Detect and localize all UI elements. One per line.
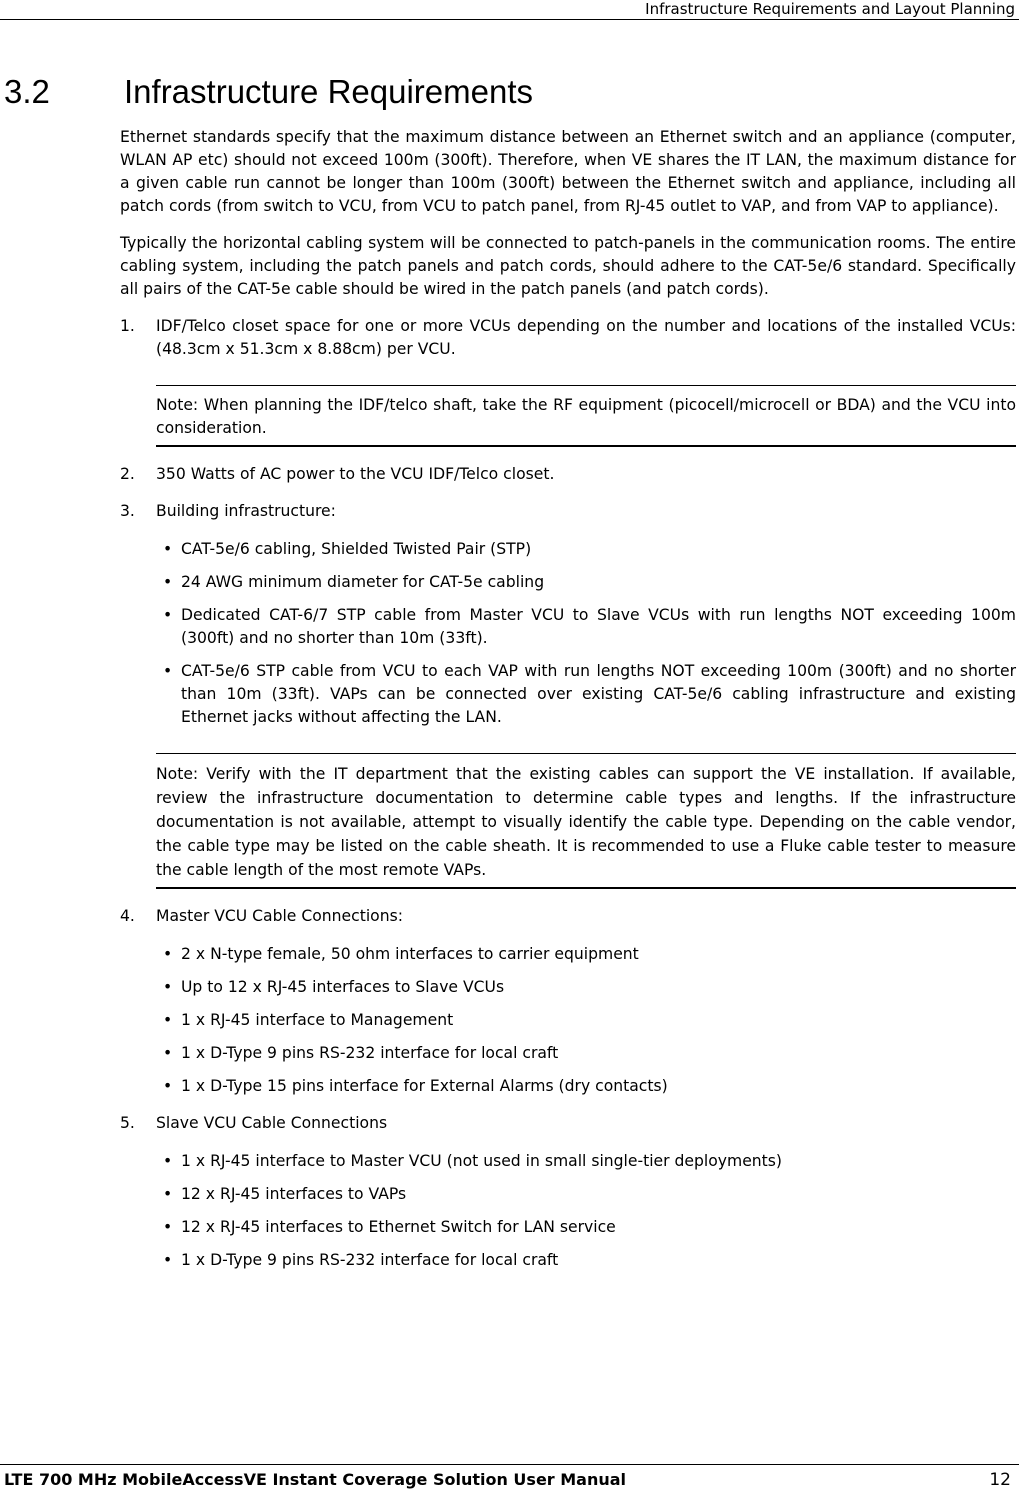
- header-title: Infrastructure Requirements and Layout Planning: [645, 0, 1015, 18]
- bullet-text: 12 x RJ-45 interfaces to Ethernet Switch for LAN service: [181, 1218, 616, 1236]
- section-number: 3.2: [4, 73, 50, 110]
- bullet-text: CAT-5e/6 cabling, Shielded Twisted Pair (STP): [181, 540, 532, 558]
- bullet-icon: •: [163, 573, 173, 591]
- page-number: 12: [989, 1470, 1011, 1490]
- body-content: [120, 126, 1016, 1286]
- bullet-item: [156, 1009, 1016, 1032]
- bullet-item: [156, 1183, 1016, 1206]
- bullet-list: [156, 1150, 1016, 1272]
- list-text: IDF/Telco closet space for one or more VCUs depending on the number and locations of the installed VCUs: (48.3cm x 51.3cm x 8.88cm) per VCU.: [156, 317, 1016, 358]
- list-text: Building infrastructure:: [156, 502, 336, 520]
- note-box: Note: When planning the IDF/telco shaft, take the RF equipment (picocell/microcell or BDA) and the VCU into consideration.: [156, 385, 1016, 447]
- section-heading: [4, 72, 533, 112]
- bullet-text: CAT-5e/6 STP cable from VCU to each VAP with run lengths NOT exceeding 100m (300ft) and no shorter than 10m (33ft). VAPs can be connected over existing CAT-5e/6 cabling infrastructure and existing Ethernet jacks without affecting the LAN.: [181, 662, 1016, 726]
- list-number: 5.: [120, 1114, 135, 1132]
- bullet-text: 1 x D-Type 9 pins RS-232 interface for local craft: [181, 1044, 559, 1062]
- bullet-icon: •: [163, 606, 173, 624]
- bullet-item: [156, 571, 1016, 594]
- bullet-text: 12 x RJ-45 interfaces to VAPs: [181, 1185, 407, 1203]
- list-number: 2.: [120, 465, 135, 483]
- bullet-text: 1 x RJ-45 interface to Master VCU (not used in small single-tier deployments): [181, 1152, 782, 1170]
- list-number: 1.: [120, 317, 135, 335]
- bullet-icon: •: [163, 1011, 173, 1029]
- list-text: Master VCU Cable Connections:: [156, 907, 403, 925]
- bullet-item: [156, 1249, 1016, 1272]
- list-item: [120, 1112, 1016, 1272]
- note-box: Note: Verify with the IT department that the existing cables can support the VE installation. If available, review the infrastructure documentation to determine cable types and lengths. If the infrastructure documentation is not available, attempt to visually identify the cable type. Depending on the cable vendor, the cable type may be listed on the cable sheath. It is recommended to use a Fluke cable tester to measure the cable length of the most remote VAPs.: [156, 753, 1016, 889]
- list-number: 4.: [120, 907, 135, 925]
- bullet-item: [156, 1150, 1016, 1173]
- bullet-item: [156, 943, 1016, 966]
- bullet-icon: •: [163, 1185, 173, 1203]
- bullet-text: Dedicated CAT-6/7 STP cable from Master VCU to Slave VCUs with run lengths NOT exceeding 100m (300ft) and no shorter than 10m (33ft).: [181, 606, 1016, 647]
- section-title: Infrastructure Requirements: [124, 73, 534, 110]
- list-item: [120, 500, 1016, 729]
- bullet-icon: •: [163, 1044, 173, 1062]
- bullet-text: 24 AWG minimum diameter for CAT-5e cabling: [181, 573, 545, 591]
- bullet-icon: •: [163, 1218, 173, 1236]
- paragraph: Typically the horizontal cabling system will be connected to patch-panels in the communication rooms. The entire cabling system, including the patch panels and patch cords, should adhere to the CAT-5e/6 standard. Specifically all pairs of the CAT-5e cable should be wired in the patch panels (and patch cords).: [120, 234, 1016, 298]
- bullet-icon: •: [163, 1251, 173, 1269]
- list-item: [120, 905, 1016, 1098]
- bullet-item: [156, 1042, 1016, 1065]
- bullet-icon: •: [163, 662, 173, 680]
- paragraph: Ethernet standards specify that the maximum distance between an Ethernet switch and an appliance (computer, WLAN AP etc) should not exceed 100m (300ft). Therefore, when VE shares the IT LAN, the maximum distance for a given cable run cannot be longer than 100m (300ft) between the Ethernet switch and appliance, including all patch cords (from switch to VCU, from VCU to patch panel, from RJ-45 outlet to VAP, and from VAP to appliance).: [120, 128, 1016, 215]
- bullet-item: [156, 976, 1016, 999]
- bullet-text: 1 x D-Type 15 pins interface for External Alarms (dry contacts): [181, 1077, 668, 1095]
- footer-title: LTE 700 MHz MobileAccessVE Instant Coverage Solution User Manual: [4, 1470, 627, 1489]
- list-number: 3.: [120, 502, 135, 520]
- page-header: [0, 0, 1019, 20]
- bullet-item: [156, 538, 1016, 561]
- list-item: [120, 315, 1016, 361]
- bullet-item: [156, 1216, 1016, 1239]
- bullet-text: 1 x RJ-45 interface to Management: [181, 1011, 454, 1029]
- bullet-text: Up to 12 x RJ-45 interfaces to Slave VCUs: [181, 978, 505, 996]
- bullet-item: [156, 1075, 1016, 1098]
- bullet-icon: •: [163, 1152, 173, 1170]
- bullet-item: [156, 604, 1016, 650]
- bullet-icon: •: [163, 945, 173, 963]
- list-item: [120, 463, 1016, 486]
- bullet-text: 2 x N-type female, 50 ohm interfaces to carrier equipment: [181, 945, 639, 963]
- bullet-text: 1 x D-Type 9 pins RS-232 interface for local craft: [181, 1251, 559, 1269]
- bullet-list: [156, 943, 1016, 1098]
- page-footer: [0, 1464, 1019, 1494]
- bullet-icon: •: [163, 978, 173, 996]
- bullet-list: [156, 538, 1016, 729]
- bullet-item: [156, 660, 1016, 729]
- bullet-icon: •: [163, 1077, 173, 1095]
- list-text: 350 Watts of AC power to the VCU IDF/Telco closet.: [156, 465, 555, 483]
- bullet-icon: •: [163, 540, 173, 558]
- list-text: Slave VCU Cable Connections: [156, 1114, 388, 1132]
